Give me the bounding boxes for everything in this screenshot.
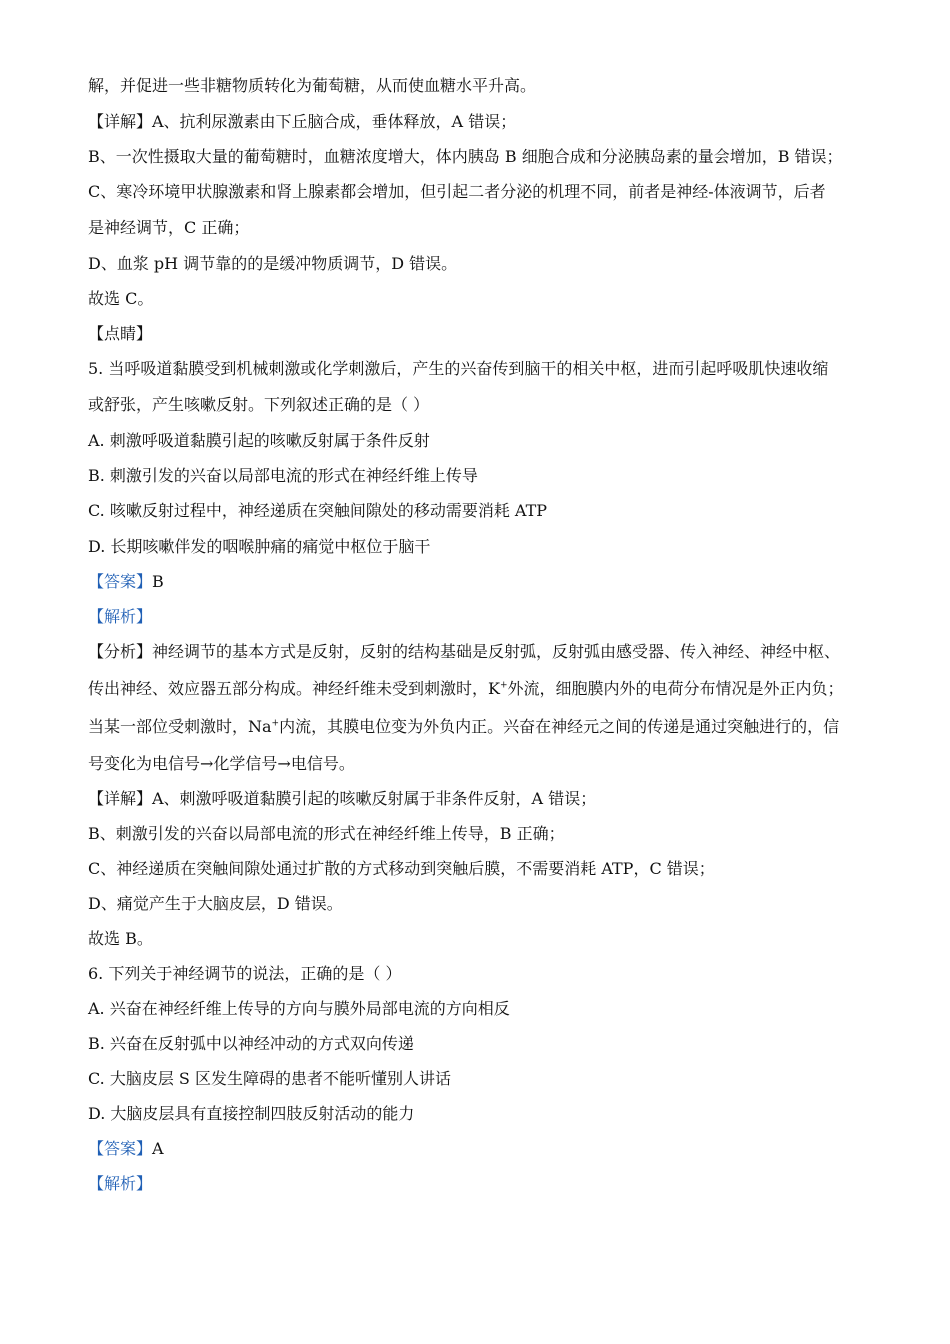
question-5-option-d: D. 长期咳嗽伴发的咽喉肿痛的痛觉中枢位于脑干	[88, 537, 431, 556]
detail-heading-line: 【详解】A、抗利尿激素由下丘脑合成，垂体释放，A 错误；	[88, 112, 517, 131]
text-line: 【分析】神经调节的基本方式是反射，反射的结构基础是反射弧，反射弧由感受器、传入神经、神经中枢、	[88, 642, 841, 661]
question-6-option-c: C. 大脑皮层 S 区发生障碍的患者不能听懂别人讲话	[88, 1069, 451, 1088]
text-line: 故选 B。	[88, 929, 153, 948]
text-line: 是神经调节，C 正确；	[88, 218, 250, 237]
text-line: 解，并促进一些非糖物质转化为葡萄糖，从而使血糖水平升高。	[88, 76, 537, 95]
text-line: C、寒冷环境甲状腺激素和肾上腺素都会增加，但引起二者分泌的机理不同，前者是神经-体液调节，后者	[88, 182, 826, 201]
text-line: 号变化为电信号→化学信号→电信号。	[88, 754, 355, 773]
analysis-label: 【解析】	[88, 607, 153, 626]
question-6-option-a: A. 兴奋在神经纤维上传导的方向与膜外局部电流的方向相反	[88, 999, 510, 1018]
question-5-stem-cont: 或舒张，产生咳嗽反射。下列叙述正确的是（ ）	[88, 395, 430, 414]
text-line: B、一次性摄取大量的葡萄糖时，血糖浓度增大，体内胰岛 B 细胞合成和分泌胰岛素的量会增加，B 错误；	[88, 147, 843, 166]
text-line: 当某一部位受刺激时，Na+内流，其膜电位变为外负内正。兴奋在神经元之间的传递是通过突触进行的，信	[88, 717, 840, 736]
text-line: C、神经递质在突触间隙处通过扩散的方式移动到突触后膜，不需要消耗 ATP，C 错误；	[88, 859, 715, 878]
note-heading: 【点睛】	[88, 324, 153, 343]
answer-value: A	[152, 1139, 164, 1158]
answer-line	[88, 1138, 880, 1160]
question-6-option-b: B. 兴奋在反射弧中以神经冲动的方式双向传递	[88, 1034, 414, 1053]
question-5-stem: 5. 当呼吸道黏膜受到机械刺激或化学刺激后，产生的兴奋传到脑干的相关中枢，进而引起呼吸肌快速收缩	[88, 359, 829, 378]
answer-value: B	[152, 572, 164, 591]
text-line: 【详解】A、刺激呼吸道黏膜引起的咳嗽反射属于非条件反射，A 错误；	[88, 789, 597, 808]
text-line: D、血浆 pH 调节靠的的是缓冲物质调节，D 错误。	[88, 254, 458, 273]
question-5-option-c: C. 咳嗽反射过程中，神经递质在突触间隙处的移动需要消耗 ATP	[88, 501, 548, 520]
text-line: D、痛觉产生于大脑皮层，D 错误。	[88, 894, 343, 913]
answer-label: 【答案】	[88, 1139, 153, 1158]
text-line: 传出神经、效应器五部分构成。神经纤维未受到刺激时，K+外流，细胞膜内外的电荷分布情况是外正内负；	[88, 679, 844, 698]
question-5-option-a: A. 刺激呼吸道黏膜引起的咳嗽反射属于条件反射	[88, 431, 430, 450]
text-line: 故选 C。	[88, 289, 154, 308]
question-6-stem: 6. 下列关于神经调节的说法，正确的是（ ）	[88, 964, 402, 983]
analysis-label: 【解析】	[88, 1174, 153, 1193]
text-line: B、刺激引发的兴奋以局部电流的形式在神经纤维上传导，B 正确；	[88, 824, 565, 843]
question-5-option-b: B. 刺激引发的兴奋以局部电流的形式在神经纤维上传导	[88, 466, 478, 485]
question-6-option-d: D. 大脑皮层具有直接控制四肢反射活动的能力	[88, 1104, 415, 1123]
answer-line	[88, 571, 880, 593]
answer-label: 【答案】	[88, 572, 153, 591]
